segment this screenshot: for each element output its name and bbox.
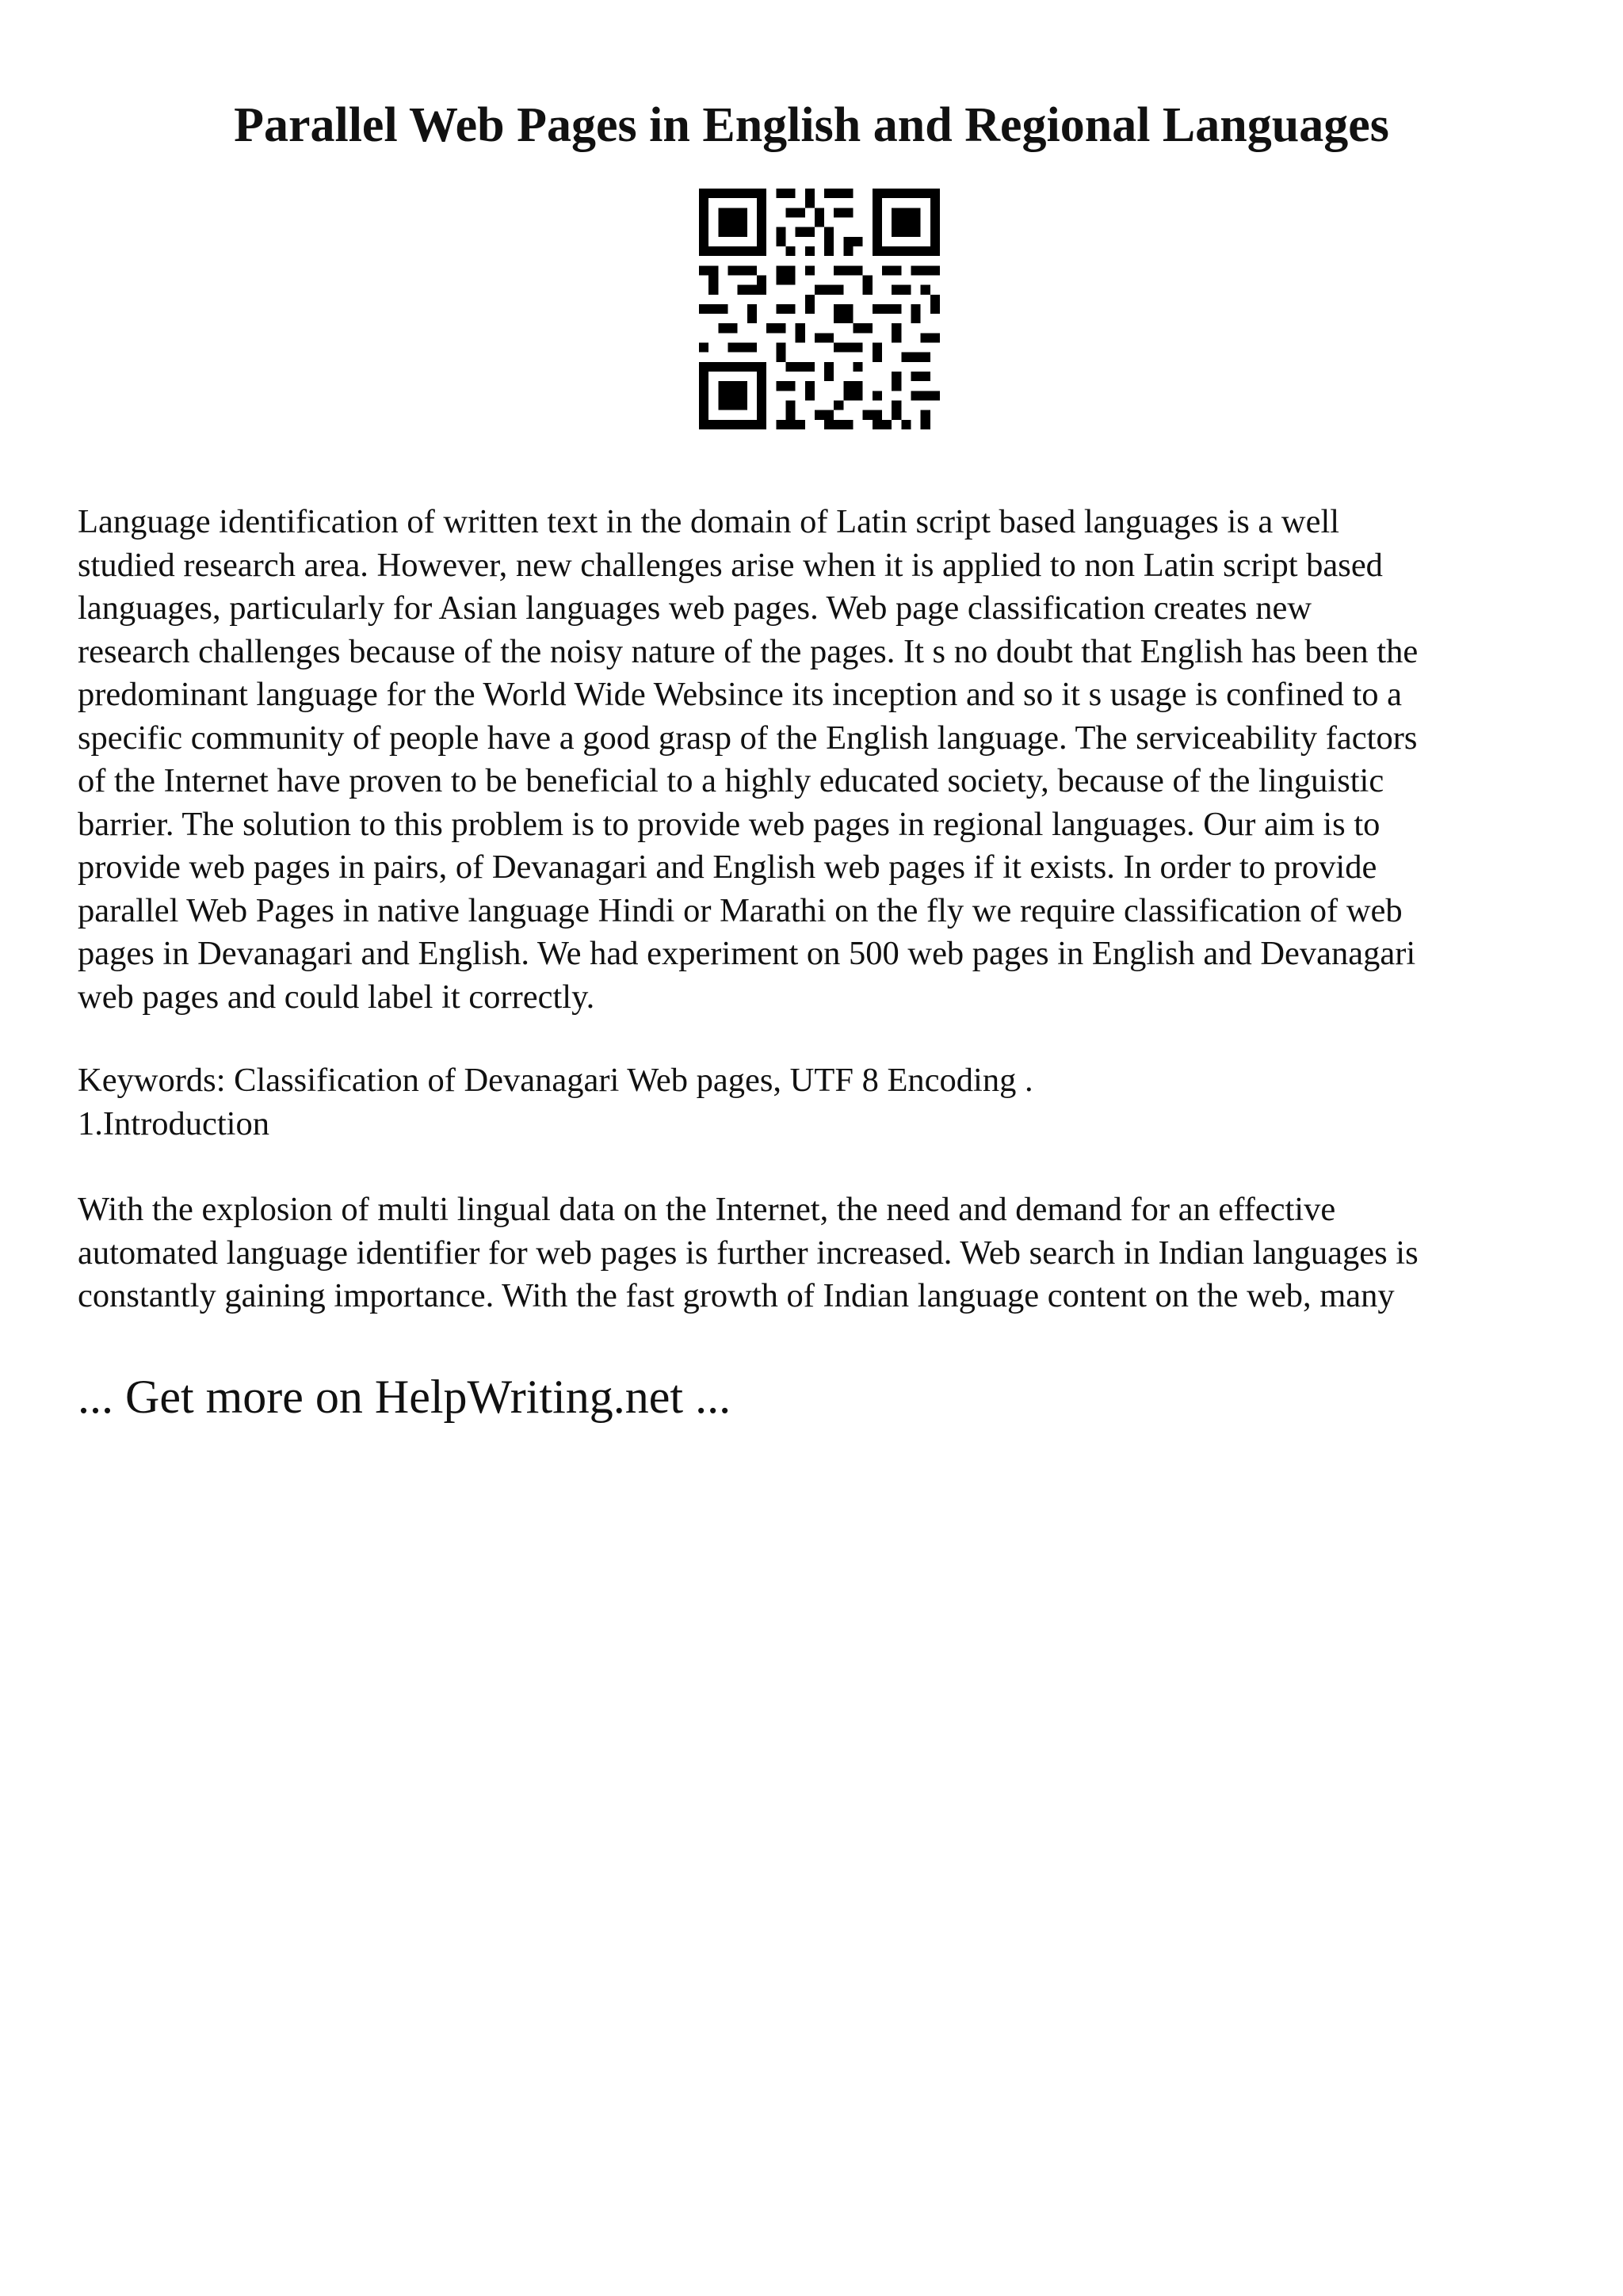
abstract-line: research challenges because of the noisy nature of the pages. It s no doubt that English has been the — [78, 632, 1419, 670]
introduction-paragraph — [78, 1188, 1568, 1318]
abstract-line: pages in Devanagari and English. We had experiment on 500 web pages in English and Devanagari — [78, 935, 1416, 972]
keywords-block — [78, 1059, 1568, 1146]
intro-line: With the explosion of multi lingual data on the Internet, the need and demand for an effective — [78, 1191, 1336, 1228]
abstract-line: of the Internet have proven to be beneficial to a highly educated society, because of the linguistic — [78, 762, 1384, 799]
abstract-line: barrier. The solution to this problem is to provide web pages in regional languages. Our aim is to — [78, 805, 1381, 843]
get-more-link[interactable]: ... Get more on HelpWriting.net ... — [78, 1371, 731, 1423]
qr-code-icon — [699, 189, 940, 429]
abstract-line: studied research area. However, new challenges arise when it is applied to non Latin script based — [78, 546, 1383, 584]
section-heading: 1.Introduction — [78, 1104, 269, 1142]
intro-line: automated language identifier for web pages is further increased. Web search in Indian languages is — [78, 1234, 1419, 1272]
abstract-line: provide web pages in pairs, of Devanagari and English web pages if it exists. In order to provide — [78, 849, 1377, 886]
abstract-line: parallel Web Pages in native language Hindi or Marathi on the fly we require classification of web — [78, 891, 1403, 929]
abstract-line: specific community of people have a good grasp of the English language. The serviceability factors — [78, 719, 1418, 757]
document-title: Parallel Web Pages in English and Regional Languages — [234, 98, 1389, 152]
intro-line: constantly gaining importance. With the fast growth of Indian language content on the web, many — [78, 1277, 1395, 1314]
qr-code — [699, 189, 940, 429]
keywords-line: Keywords: Classification of Devanagari Web pages, UTF 8 Encoding . — [78, 1062, 1033, 1099]
abstract-line: Language identification of written text in the domain of Latin script based languages is a well — [78, 503, 1340, 540]
abstract-paragraph — [78, 501, 1568, 1019]
abstract-line: predominant language for the World Wide Websince its inception and so it s usage is confined to a — [78, 676, 1402, 713]
abstract-line: languages, particularly for Asian languages web pages. Web page classification creates new — [78, 589, 1312, 627]
abstract-line: web pages and could label it correctly. — [78, 978, 595, 1016]
